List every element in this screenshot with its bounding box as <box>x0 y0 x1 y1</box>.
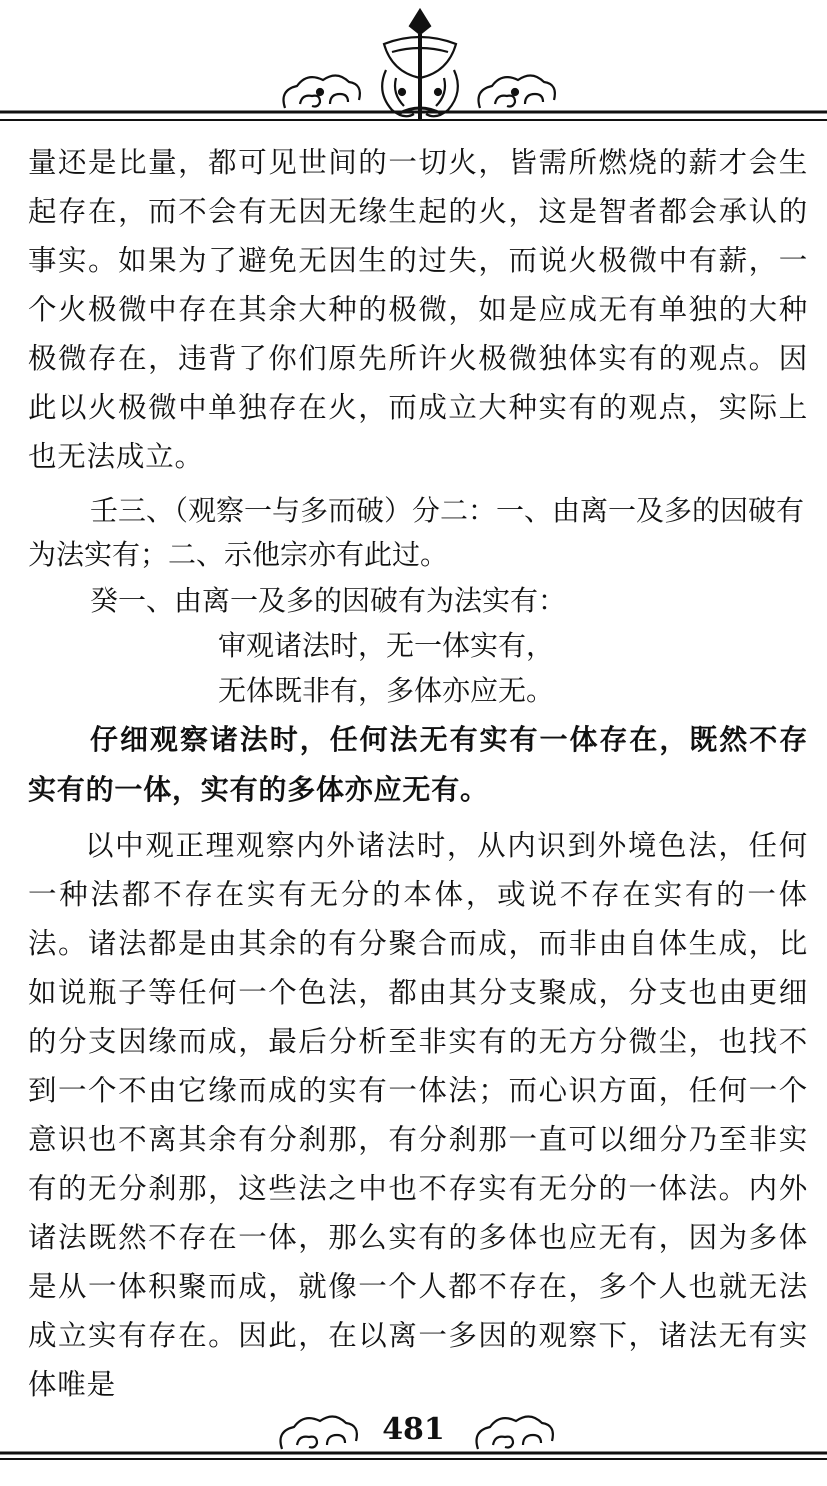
verse-line-2: 无体既非有，多体亦应无。 <box>218 674 555 707</box>
header-ornament-svg <box>0 0 827 132</box>
verse-line-1: 审观诸法时，无一体实有， <box>218 629 555 662</box>
page-number: 481 <box>382 1412 445 1447</box>
vajra-fish-emblem-icon <box>382 10 458 120</box>
subsection-heading: 癸一、由离一及多的因破有为法实有： <box>90 584 567 617</box>
commentary-paragraph: 量还是比量，都可见世间的一切火，皆需所燃烧的薪才会生起存在，而不会有无因无缘生起的火，这是智者都会承认的事实。如果为了避免无因生的过失，而说火极微中有薪，一个火极微中存在其余大种的极微，如是应成无有单独的大种极微存在，违背了你们原先所许火极微独体实有的观点。因此以火极微中单独存在火，而成立大种实有的观点，实际上也无法成立。 <box>28 146 808 473</box>
cloud-scroll-icon <box>479 75 555 108</box>
cloud-scroll-icon <box>284 75 360 108</box>
page-text-body <box>28 138 808 1409</box>
header-ornament-band <box>0 0 827 132</box>
commentary-paragraph: 以中观正理观察内外诸法时，从内识到外境色法，任何一种法都不存在实有无分的本体，或说不存在实有的一体法。诸法都是由其余的有分聚合而成，而非由自体生成，比如说瓶子等任何一个色法，都由其分支聚成，分支也由更细的分支因缘而成，最后分析至非实有的无方分微尘，也找不到一个不由它缘而成的实有一体法；而心识方面，任何一个意识也不离其余有分刹那，有分刹那一直可以细分乃至非实有的无分刹那，这些法之中也不存实有无分的一体法。内外诸法既然不存在一体，那么实有的多体也应无有，因为多体是从一体积聚而成，就像一个人都不存在，多个人也就无法成立实有存在。因此，在以离一多因的观察下，诸法无有实体唯是 <box>28 829 808 1401</box>
section-heading: 壬三、（观察一与多而破）分二：一、由离一及多的因破有为法实有；二、示他宗亦有此过。 <box>28 494 805 571</box>
verse-explanation: 仔细观察诸法时，任何法无有实有一体存在，既然不存实有的一体，实有的多体亦应无有。 <box>28 723 808 806</box>
